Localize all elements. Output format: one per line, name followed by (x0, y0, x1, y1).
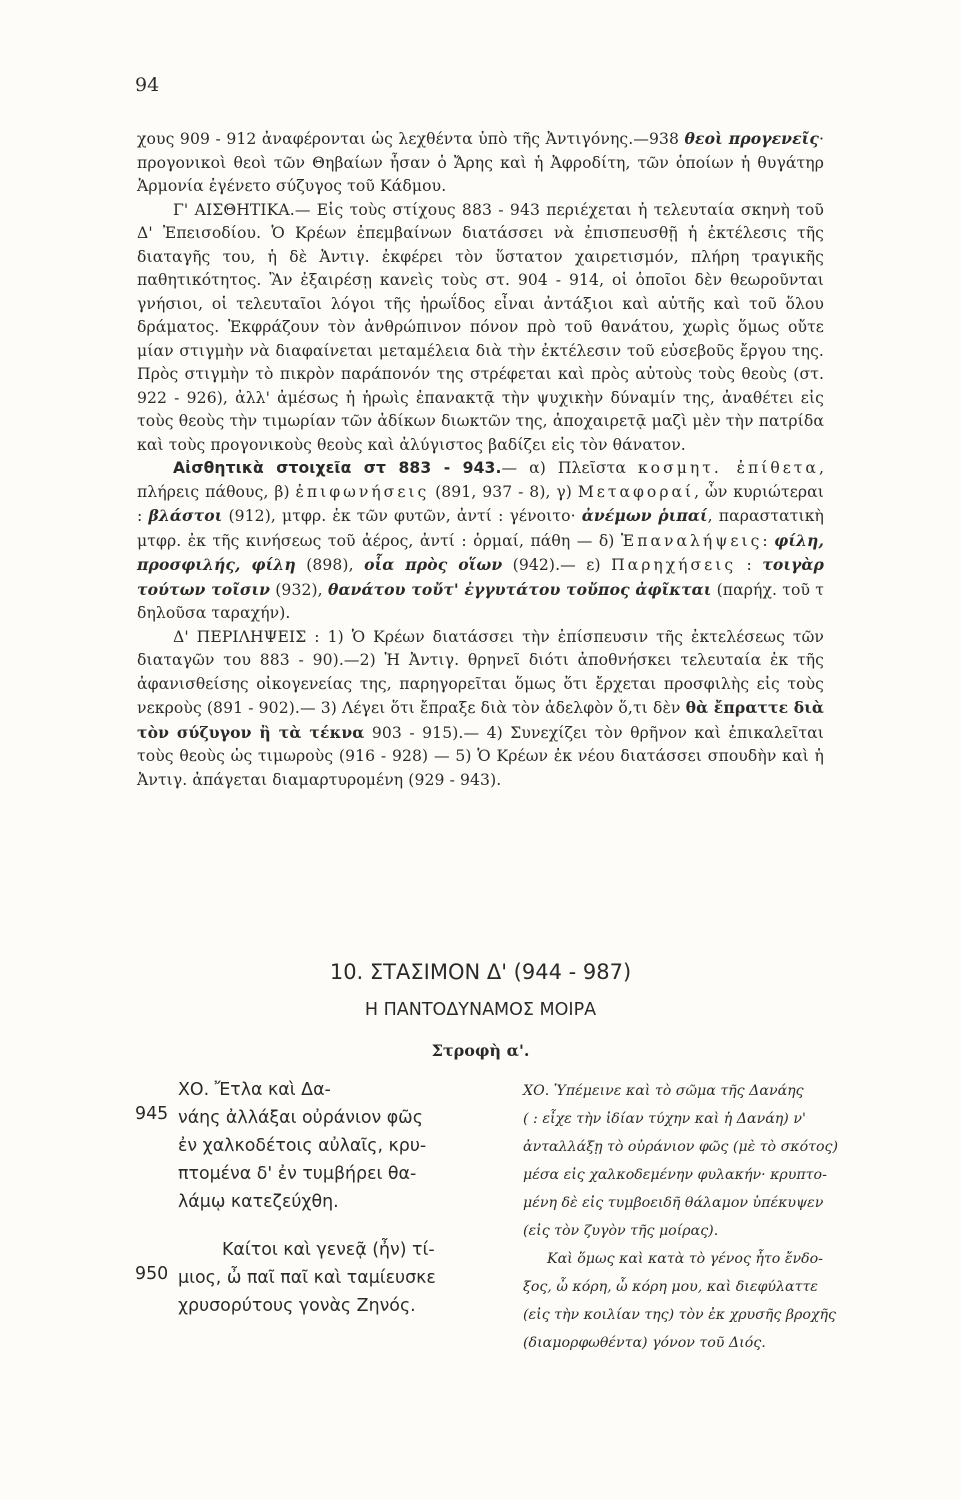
translation-line: (διαμορφωθέντα) γόνον τοῦ Διός. (523, 1335, 766, 1351)
translation-line: ΧΟ. Ὑπέμεινε καὶ τὸ σῶμα τῆς Δανάης (523, 1083, 804, 1099)
poem-line: ἐν χαλκοδέτοις αὐλαῖς, κρυ- (178, 1136, 427, 1156)
translation-line: ξος, ὦ κόρη, ὦ κόρη μου, καὶ διεφύλαττε (523, 1279, 818, 1295)
strophe-heading: Στροφὴ α'. (431, 1041, 530, 1060)
poem-line: Καίτοι καὶ γενεᾷ (ἦν) τί- (222, 1240, 435, 1260)
page-number: 94 (135, 74, 160, 96)
paragraph-gods: χους 909 - 912 ἀναφέρονται ὡς λεχθέντα ὑπὸ τῆς Ἀντιγόνης.—938 θεοὶ προγενεῖς· προγονικοὶ θεοὶ τῶν Θηβαίων ἦσαν ὁ Ἄρης καὶ ἡ Ἀφροδίτη, τῶν ὁποίων ἡ θυγάτηρ Ἁρμονία ἐγένετο σύζυγος τοῦ Κάδμου. (137, 129, 824, 195)
translation-line: Καὶ ὅμως καὶ κατὰ τὸ γένος ἦτο ἔνδο- (547, 1251, 823, 1267)
poem-line: ΧΟ. Ἔτλα καὶ Δα- (178, 1080, 331, 1100)
line-number-950: 950 (135, 1264, 169, 1284)
translation-line: (εἰς τὴν κοιλίαν της) τὸν ἐκ χρυσῆς βροχῆς (523, 1307, 836, 1323)
translation-line: (εἰς τὸν ζυγὸν τῆς μοίρας). (523, 1223, 719, 1239)
translation-line: ( : εἶχε τὴν ἰδίαν τύχην καὶ ἡ Δανάη) ν' (523, 1111, 806, 1127)
stasimon-title: 10. ΣΤΑΣΙΜΟΝ Δ' (944 - 987) (329, 960, 632, 984)
line-number-945: 945 (135, 1104, 169, 1124)
paragraph-aesthetic-elements: Αἰσθητικὰ στοιχεῖα στ 883 - 943.— α) Πλεῖστα κοσμητ. ἐπίθετα, πλήρεις πάθους, β) ἐπιφωνήσεις (891, 937 - 8), γ) Μεταφοραί, ὧν κυριώτεραι : βλάστοι (912), μτφρ. ἐκ τῶν φυτῶν, ἀντί : γένοιτο· ἀνέμων ῥιπαί, παραστατικὴ μτφρ. ἐκ τῆς κινήσεως τοῦ ἀέρος, ἀντί : ὁρμαί, πάθη — δ) Ἐπαναλήψεις: φίλη, προσφιλής, φίλη (898), οἷα πρὸς οἵων (942).— ε) Παρηχήσεις : τοιγὰρ τούτων τοῖσιν (932), θανάτου τοὔτ' ἐγγυτάτου τοὔπος ἀφῖκται (παρήχ. τοῦ τ δηλοῦσα ταραχήν). (137, 459, 825, 622)
translation-line: ἀνταλλάξῃ τὸ οὐράνιον φῶς (μὲ τὸ σκότος) (523, 1139, 839, 1155)
poem-greek (178, 1076, 436, 1320)
translation-speaker: ΧΟ. (523, 1083, 550, 1099)
poem-gap (178, 1216, 436, 1236)
poem-translation (523, 1077, 853, 1357)
translation-line: μένη δὲ εἰς τυμβοειδῆ θάλαμον ὑπέκυψεν (523, 1195, 824, 1211)
translation-line: μέσα εἰς χαλκοδεμένην φυλακήν· κρυπτο- (523, 1167, 827, 1183)
poem-line: λάμῳ κατεζεύχθη. (178, 1192, 339, 1212)
poem-line: χρυσορύτους γονὰς Ζηνός. (178, 1296, 416, 1316)
stasimon-subtitle: Η ΠΑΝΤΟΔΥΝΑΜΟΣ ΜΟΙΡΑ (364, 1000, 597, 1020)
poem-line: μιος, ὦ παῖ παῖ καὶ ταμίευσκε (178, 1268, 436, 1288)
poem-speaker: ΧΟ. (178, 1080, 210, 1100)
paragraph-summaries: Δ' ΠΕΡΙΛΗΨΕΙΣ : 1) Ὁ Κρέων διατάσσει τὴν ἐπίσπευσιν τῆς ἐκτελέσεως τῶν διαταγῶν του 883 - 90).—2) Ἡ Ἀντιγ. θρηνεῖ διότι ἀποθνήσκει τελευταία ἐκ τῆς ἀφανισθείσης οἰκογενείας της, παρηγορεῖται ὅμως ὅτι ἔρχεται προσφιλὴς εἰς τοὺς νεκροὺς (891 - 902).— 3) Λέγει ὅτι ἔπραξε διὰ τὸν ἀδελφὸν ὅ,τι δὲν θὰ ἔπραττε διὰ τὸν σύζυγον ἢ τὰ τέκνα 903 - 915).— 4) Συνεχίζει τὸν θρῆνον καὶ ἐπικαλεῖται τοὺς θεοὺς ὡς τιμωροὺς (916 - 928) — 5) Ὁ Κρέων ἐκ νέου διατάσσει σπουδὴν καὶ ἡ Ἀντιγ. ἀπάγεται διαμαρτυρομένη (929 - 943). (137, 627, 824, 789)
poem-line: πτομένα δ' ἐν τυμβήρει θα- (178, 1164, 417, 1184)
poem-line: νάης ἀλλάξαι οὐράνιον φῶς (178, 1108, 423, 1128)
commentary-top (137, 127, 824, 792)
paragraph-aesthetics: Γ' ΑΙΣΘΗΤΙΚΑ.— Εἰς τοὺς στίχους 883 - 943 περιέχεται ἡ τελευταία σκηνὴ τοῦ Δ' Ἐπεισοδίου. Ὁ Κρέων ἐπεμβαίνων διατάσσει νὰ ἐπισπευσθῇ ἡ ἐκτέλεσις τῆς διαταγῆς του, ἡ δὲ Ἀντιγ. ἐκφέρει τὸν ὕστατον χαιρετισμόν, πλήρη τραγικῆς παθητικότητος. Ἂν ἐξαιρέσῃ κανεὶς τοὺς στ. 904 - 914, οἱ ὁποῖοι δὲν θεωροῦνται γνήσιοι, οἱ τελευταῖοι λόγοι τῆς ἡρωΐδος εἶναι ἀντάξιοι καὶ αὐτῆς καὶ τοῦ ὅλου δράματος. Ἐκφράζουν τὸν ἀνθρώπινον πόνον πρὸ τοῦ θανάτου, χωρὶς ὅμως οὔτε μίαν στιγμὴν νὰ διαφαίνεται μεταμέλεια διὰ τὴν ἐκτέλεσιν τοῦ εὐσεβοῦς ἔργου της. Πρὸς στιγμὴν τὸ πικρὸν παράπονόν της στρέφεται καὶ πρὸς αὐτοὺς τοὺς θεοὺς (στ. 922 - 926), ἀλλ' ἀμέσως ἡ ἡρωὶς ἐπανακτᾷ τὴν ψυχικὴν δύναμίν της, ἀναθέτει εἰς τοὺς θεοὺς τὴν τιμωρίαν τῶν ἀδίκων διωκτῶν της, ἀποχαιρετᾷ μαζὶ μὲν τὴν πατρίδα καὶ τοὺς προγονικοὺς θεοὺς καὶ ἀλύγιστος βαδίζει εἰς τὸν θάνατον. (137, 200, 824, 454)
